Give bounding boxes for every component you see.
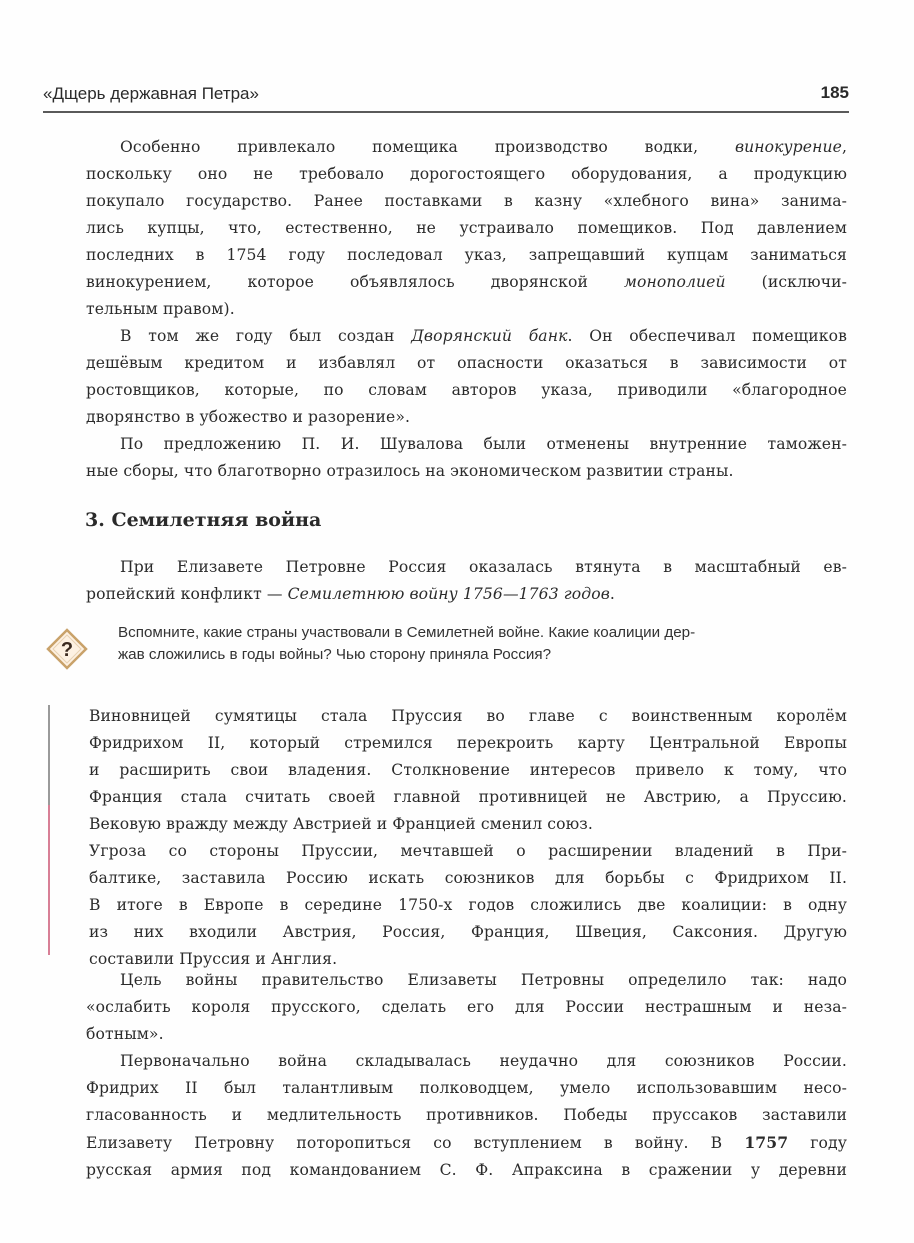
text-line: В итоге в Европе в середине 1750-х годов сложились две коалиции: в одну bbox=[89, 896, 847, 914]
term-noble-bank: Дворянский банк bbox=[411, 327, 568, 345]
paragraph-bank bbox=[52, 323, 847, 431]
running-header bbox=[43, 84, 849, 106]
text-line: ботным». bbox=[86, 1025, 164, 1043]
text-line: русская армия под командованием С. Ф. Апраксина в сражении у деревни bbox=[86, 1161, 847, 1179]
text-line: тельным правом). bbox=[86, 300, 235, 318]
paragraph-shuvalov bbox=[52, 431, 847, 485]
text-line: последних в 1754 году последовал указ, запрещавший купцам заниматься bbox=[86, 246, 847, 264]
question-line: жав сложились в годы войны? Чью сторону приняла Россия? bbox=[118, 646, 552, 663]
term-seven-years-war: Семилетнюю войну 1756—1763 годов bbox=[287, 585, 610, 603]
box-text bbox=[89, 703, 847, 973]
text-run: Особенно привлекало помещика производство водки, bbox=[120, 138, 735, 156]
box-left-rule bbox=[48, 705, 50, 955]
text-line bbox=[52, 581, 847, 608]
text-line: По предложению П. И. Шувалова были отменены внутренние таможен- bbox=[120, 435, 847, 453]
text-line: дешёвым кредитом и избавлял от опасности оказаться в зависимости от bbox=[86, 354, 847, 372]
box-paragraph-coalitions bbox=[89, 838, 847, 973]
text-line: лись купцы, что, естественно, не устраивало помещиков. Под давлением bbox=[86, 219, 847, 237]
text-line: Вековую вражду между Австрией и Францией сменил союз. bbox=[89, 815, 593, 833]
text-line bbox=[52, 323, 847, 350]
text-line bbox=[52, 269, 847, 296]
text-line: из них входили Австрия, Россия, Франция, Швеция, Саксония. Другую bbox=[89, 923, 847, 941]
text-line: Фридрихом II, который стремился перекроить карту Центральной Европы bbox=[89, 734, 847, 752]
outro-text bbox=[52, 967, 847, 1184]
text-run: В том же году был создан bbox=[120, 327, 412, 345]
term-vinokurenie: винокурение bbox=[734, 138, 842, 156]
text-line: Угроза со стороны Пруссии, мечтавшей о расширении владений в При- bbox=[89, 842, 847, 860]
page-number: 185 bbox=[820, 83, 849, 102]
text-line: Виновницей сумятицы стала Пруссия во главе с воинственным королём bbox=[89, 707, 847, 725]
text-line: и расширить свои владения. Столкновение интересов привело к тому, что bbox=[89, 761, 847, 779]
text-line: дворянство в убожество и разорение». bbox=[86, 408, 411, 426]
text-line: составили Пруссия и Англия. bbox=[89, 950, 338, 968]
text-run: Елизавету Петровну поторопиться со вступлением в войну. В bbox=[86, 1134, 745, 1152]
text-line: Цель войны правительство Елизаветы Петровны определило так: надо bbox=[120, 971, 847, 989]
question-line: Вспомните, какие страны участвовали в Семилетней войне. Какие коалиции дер- bbox=[118, 624, 696, 641]
text-line: Первоначально война складывалась неудачно для союзников России. bbox=[120, 1052, 847, 1070]
text-run: . Он обеспечивал помещиков bbox=[567, 327, 847, 345]
text-line: гласованность и медлительность противников. Победы пруссаков заставили bbox=[86, 1106, 847, 1124]
text-run: . bbox=[609, 585, 615, 603]
text-line: «ослабить короля прусского, сделать его для России нестрашным и неза- bbox=[86, 998, 847, 1016]
text-line: Фридрих II был талантливым полководцем, умело использовавшим несо- bbox=[86, 1079, 847, 1097]
box-paragraph-prussia bbox=[89, 703, 847, 838]
text-run: ропейский конфликт — bbox=[86, 585, 288, 603]
text-run: году bbox=[788, 1134, 847, 1152]
header-rule bbox=[43, 111, 849, 113]
text-run: винокурением, которое объявлялось дворянской bbox=[86, 273, 624, 291]
svg-text:?: ? bbox=[60, 639, 74, 661]
text-line bbox=[52, 1129, 847, 1157]
question-diamond-icon bbox=[46, 628, 88, 670]
text-line bbox=[52, 134, 847, 161]
supplementary-box bbox=[48, 705, 848, 968]
text-line: покупало государство. Ранее поставками в казну «хлебного вина» занима- bbox=[86, 192, 847, 210]
question-text bbox=[118, 622, 848, 666]
text-line: поскольку оно не требовало дорогостоящего оборудования, а продукцию bbox=[86, 165, 847, 183]
paragraph-war-goal bbox=[52, 967, 847, 1048]
term-monopoly: монополией bbox=[623, 273, 726, 291]
paragraph-war-course bbox=[52, 1048, 847, 1184]
text-line: ростовщиков, которые, по словам авторов указа, приводили «благородное bbox=[86, 381, 847, 399]
paragraph-vinokurenie bbox=[52, 134, 847, 323]
section-heading: 3. Семилетняя война bbox=[85, 509, 322, 531]
text-run: , bbox=[841, 138, 847, 156]
text-line: балтике, заставила Россию искать союзников для борьбы с Фридрихом II. bbox=[89, 869, 847, 887]
text-run: (исключи- bbox=[725, 273, 847, 291]
running-title: «Дщерь державная Петра» bbox=[43, 84, 259, 103]
text-line: ные сборы, что благотворно отразилось на экономическом развитии страны. bbox=[86, 462, 734, 480]
intro-text bbox=[52, 134, 847, 485]
text-line: При Елизавете Петровне Россия оказалась втянута в масштабный ев- bbox=[120, 558, 847, 576]
paragraph-seven-years-war bbox=[52, 554, 847, 608]
year-1757: 1757 bbox=[744, 1133, 789, 1152]
text-line: Франция стала считать своей главной противницей не Австрию, а Пруссию. bbox=[89, 788, 847, 806]
question-block bbox=[42, 622, 852, 682]
section-intro-text bbox=[52, 554, 847, 608]
